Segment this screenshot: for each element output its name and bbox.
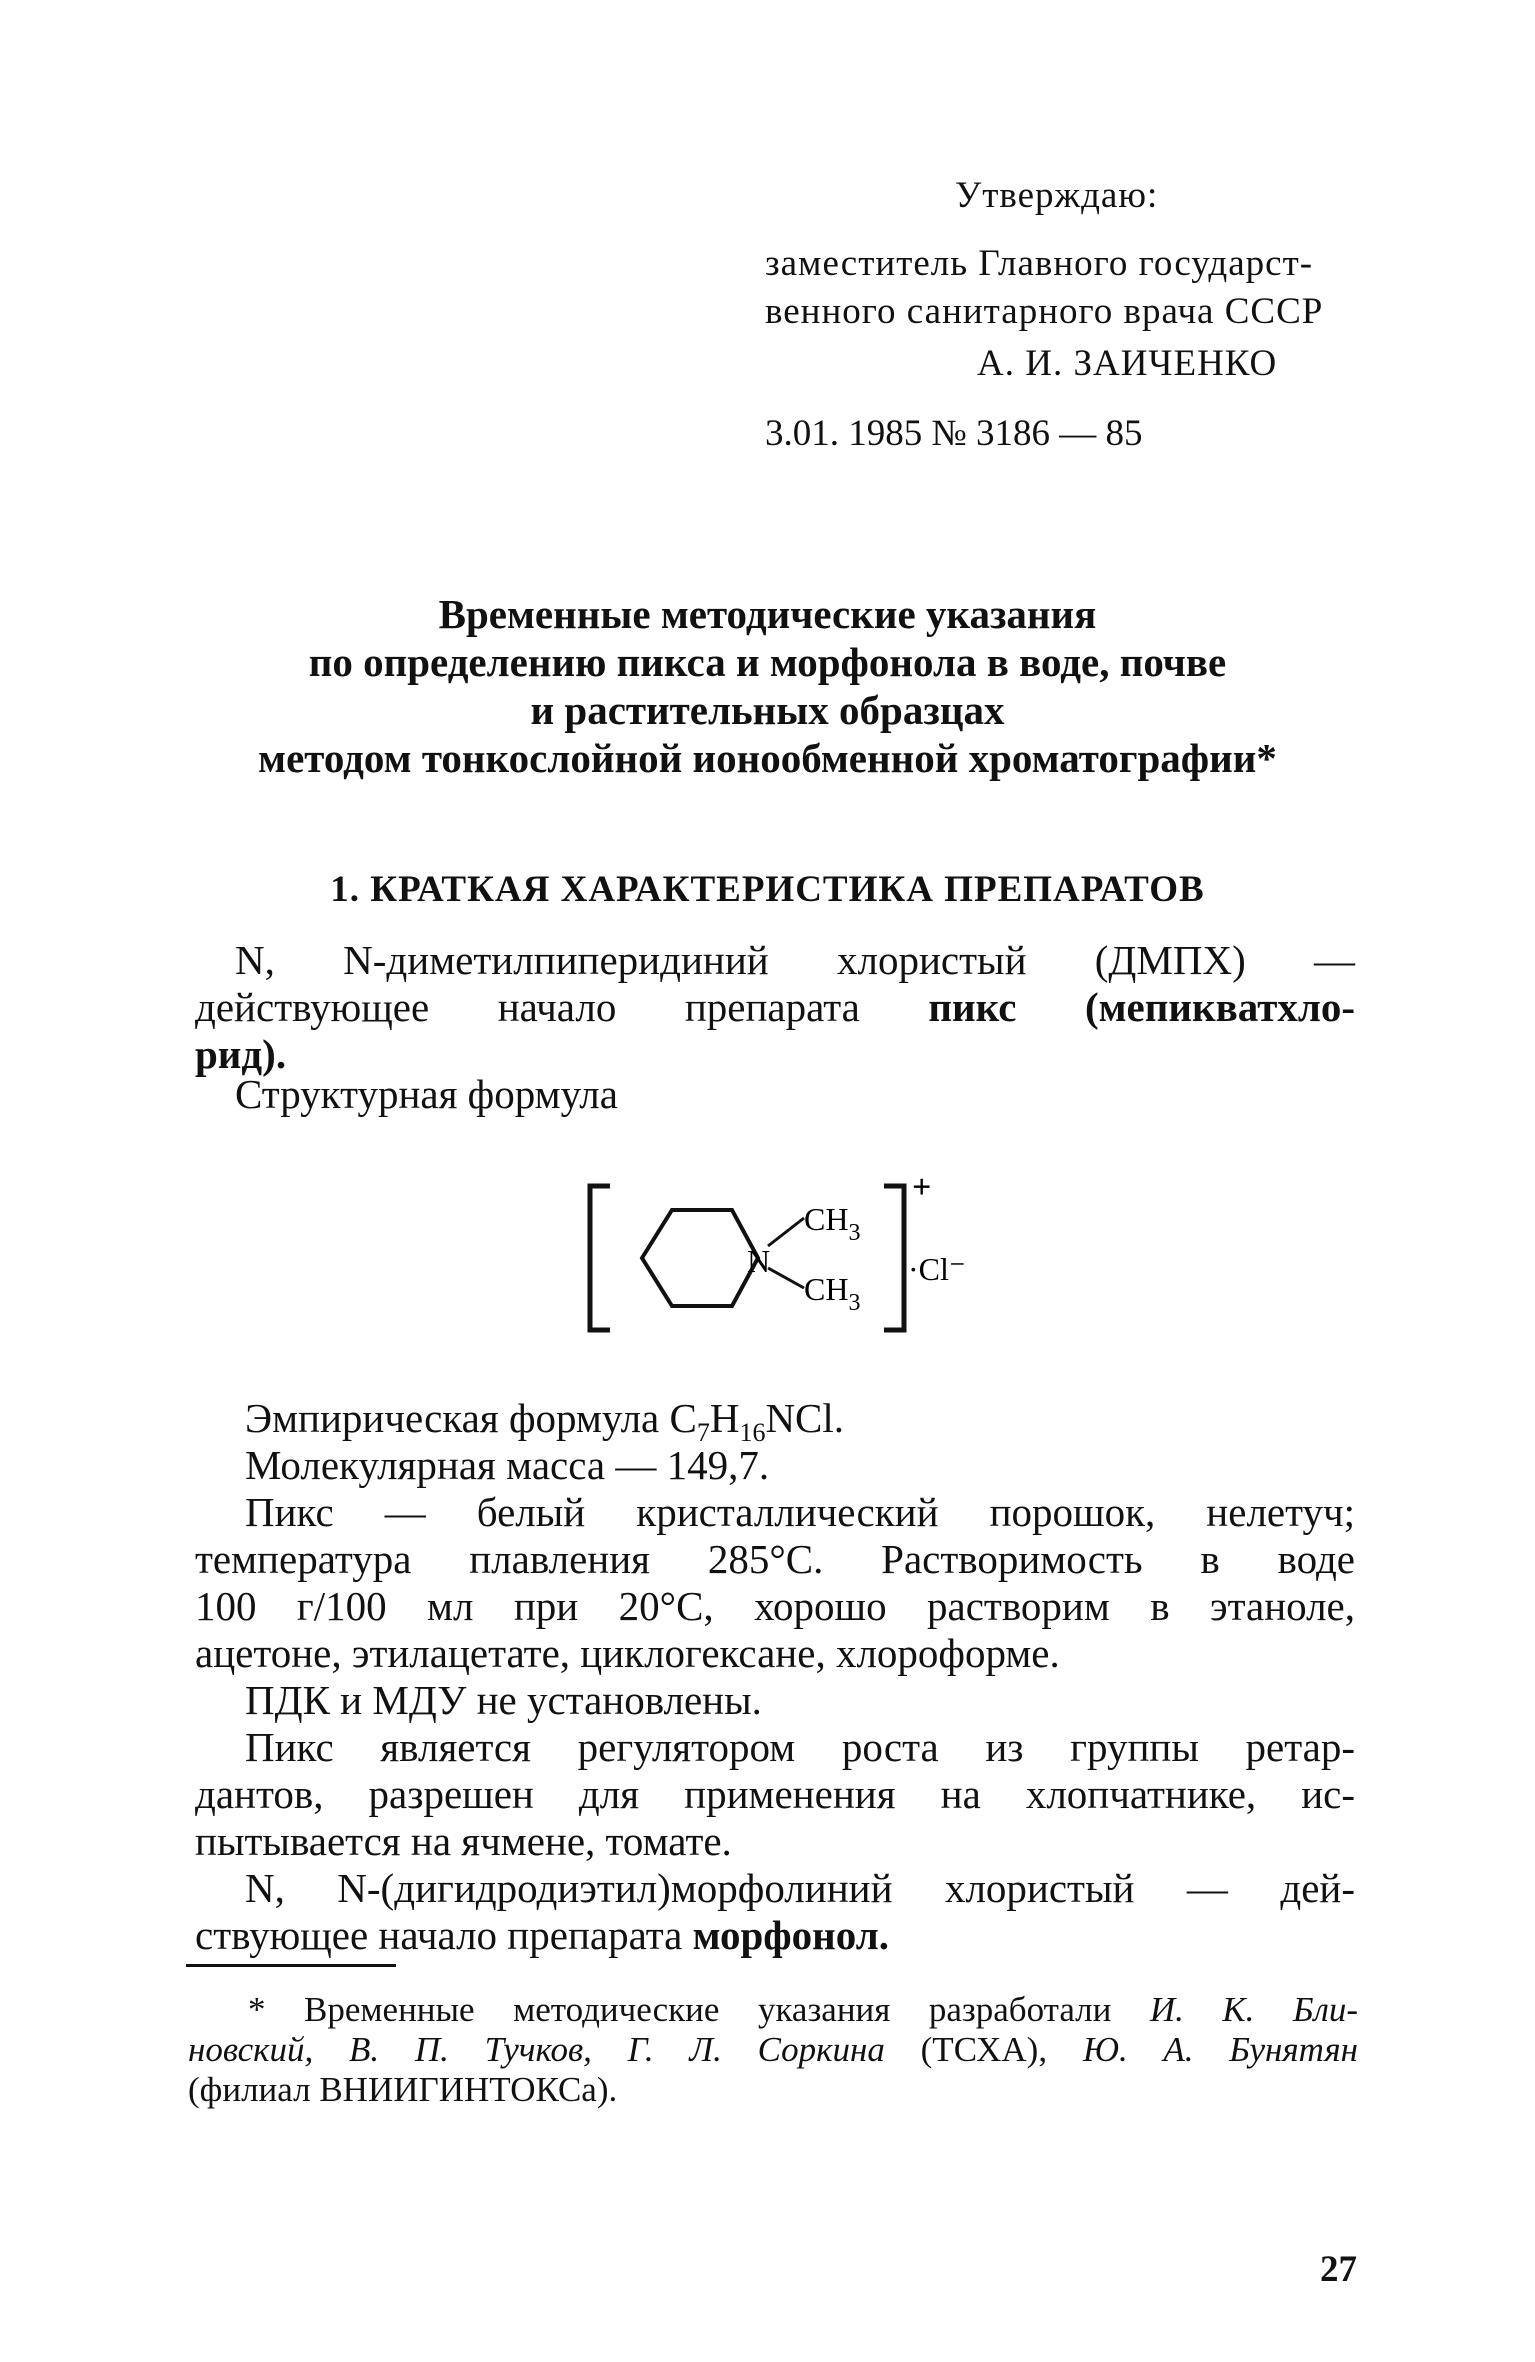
bond-to-ch3-top — [768, 1218, 804, 1246]
approval-title: Утверждаю: — [955, 175, 1159, 216]
ch3-bottom — [804, 1271, 860, 1316]
formula-charge: + — [912, 1169, 932, 1206]
bond-to-ch3-bottom — [768, 1268, 804, 1288]
footnote-line3: (филиал ВНИИГИНТОКСа). — [188, 2070, 618, 2109]
footnote-line2-author: Ю. А. Бунятян — [1082, 2030, 1359, 2069]
title-line2: по определению пикса и морфонола в воде, почве — [308, 639, 1227, 685]
footnote-line1-authors: И. К. Бли- — [1149, 1990, 1358, 2029]
approval-role-line1: заместитель Главного государст- — [765, 243, 1314, 284]
morph-line1: N, N-(дигидродиэтил)морфолиний хлористый — дей- — [245, 1865, 1355, 1911]
empirical-label: Эмпирическая формула C — [245, 1395, 697, 1441]
approval-role — [765, 240, 1323, 336]
morph-line2-bold: морфонол. — [692, 1912, 889, 1958]
ch3-top-sub: 3 — [848, 1220, 861, 1246]
nitrogen-atom: N — [747, 1243, 771, 1279]
props-line1: Пикс — белый кристаллический порошок, нелетуч; — [245, 1489, 1355, 1535]
chloride-anion: ·Cl⁻ — [908, 1251, 966, 1287]
footnote-divider — [186, 1964, 396, 1967]
ch3-bottom-text: CH — [804, 1271, 849, 1307]
approval-date-number: 3.01. 1985 № 3186 — 85 — [765, 413, 1143, 454]
footnote-line1 — [248, 1990, 1358, 2030]
props-line3: 100 г/100 мл при 20°С, хорошо растворим в этаноле, — [195, 1583, 1355, 1629]
p1-line3-bold: рид). — [195, 1031, 287, 1077]
p1-line2 — [195, 985, 1355, 1030]
ch3-top-text: CH — [804, 1201, 849, 1237]
p1-line2-a: действующее начало препарата — [195, 984, 860, 1030]
reg-line1: Пикс является регулятором роста из группы ретар- — [245, 1724, 1355, 1770]
footnote-line2-org: (ТСХА), — [920, 2030, 1048, 2069]
structural-formula — [582, 1168, 982, 1353]
p1-line1: N, N-диметилпиперидиний хлористый (ДМПХ) — — [235, 937, 1355, 983]
reg-line3: пытывается на ячмене, томате. — [195, 1818, 732, 1864]
ch3-top — [804, 1201, 860, 1246]
morph-line2-a: ствующее начало препарата — [195, 1912, 683, 1958]
reg-line2: дантов, разрешен для применения на хлопчатнике, ис- — [195, 1771, 1355, 1817]
document-title — [150, 590, 1385, 782]
title-line3: и растительных образцах — [530, 687, 1005, 733]
empirical-sub7: 7 — [696, 1418, 710, 1448]
approval-role-line2: венного санитарного врача СССР — [765, 291, 1324, 332]
footnote-line1-a: * Временные методические указания разработали — [248, 1990, 1112, 2029]
props-line2: температура плавления 285°С. Растворимость в воде — [195, 1536, 1355, 1582]
section-heading: 1. КРАТКАЯ ХАРАКТЕРИСТИКА ПРЕПАРАТОВ — [330, 869, 1205, 910]
piperidine-ring — [642, 1210, 758, 1306]
props-line4: ацетоне, этилацетате, циклогексане, хлороформе. — [195, 1630, 1060, 1676]
page-number: 27 — [1320, 2249, 1357, 2290]
structural-label: Структурная формула — [235, 1071, 618, 1117]
pdk-line: ПДК и МДУ не установлены. — [245, 1677, 762, 1723]
ch3-bottom-sub: 3 — [848, 1290, 861, 1316]
left-bracket — [590, 1186, 610, 1330]
molar-mass: Молекулярная масса — 149,7. — [245, 1442, 770, 1488]
empirical-h: H — [709, 1395, 740, 1441]
empirical-sub16: 16 — [739, 1418, 766, 1448]
formula-drawing — [582, 1168, 982, 1348]
empirical-rest: NCl. — [765, 1395, 845, 1441]
p1-line2-bold: пикс (мепикватхло- — [928, 984, 1355, 1030]
approval-name: А. И. ЗАИЧЕНКО — [977, 343, 1278, 384]
title-line4: методом тонкослойной ионообменной хроматографии* — [258, 735, 1277, 781]
title-line1: Временные методические указания — [438, 591, 1097, 637]
footnote-line2 — [188, 2030, 1358, 2070]
morph-line2 — [195, 1913, 889, 1958]
right-bracket — [884, 1186, 904, 1330]
footnote-line2-authors: новский, В. П. Тучков, Г. Л. Соркина — [188, 2030, 885, 2069]
